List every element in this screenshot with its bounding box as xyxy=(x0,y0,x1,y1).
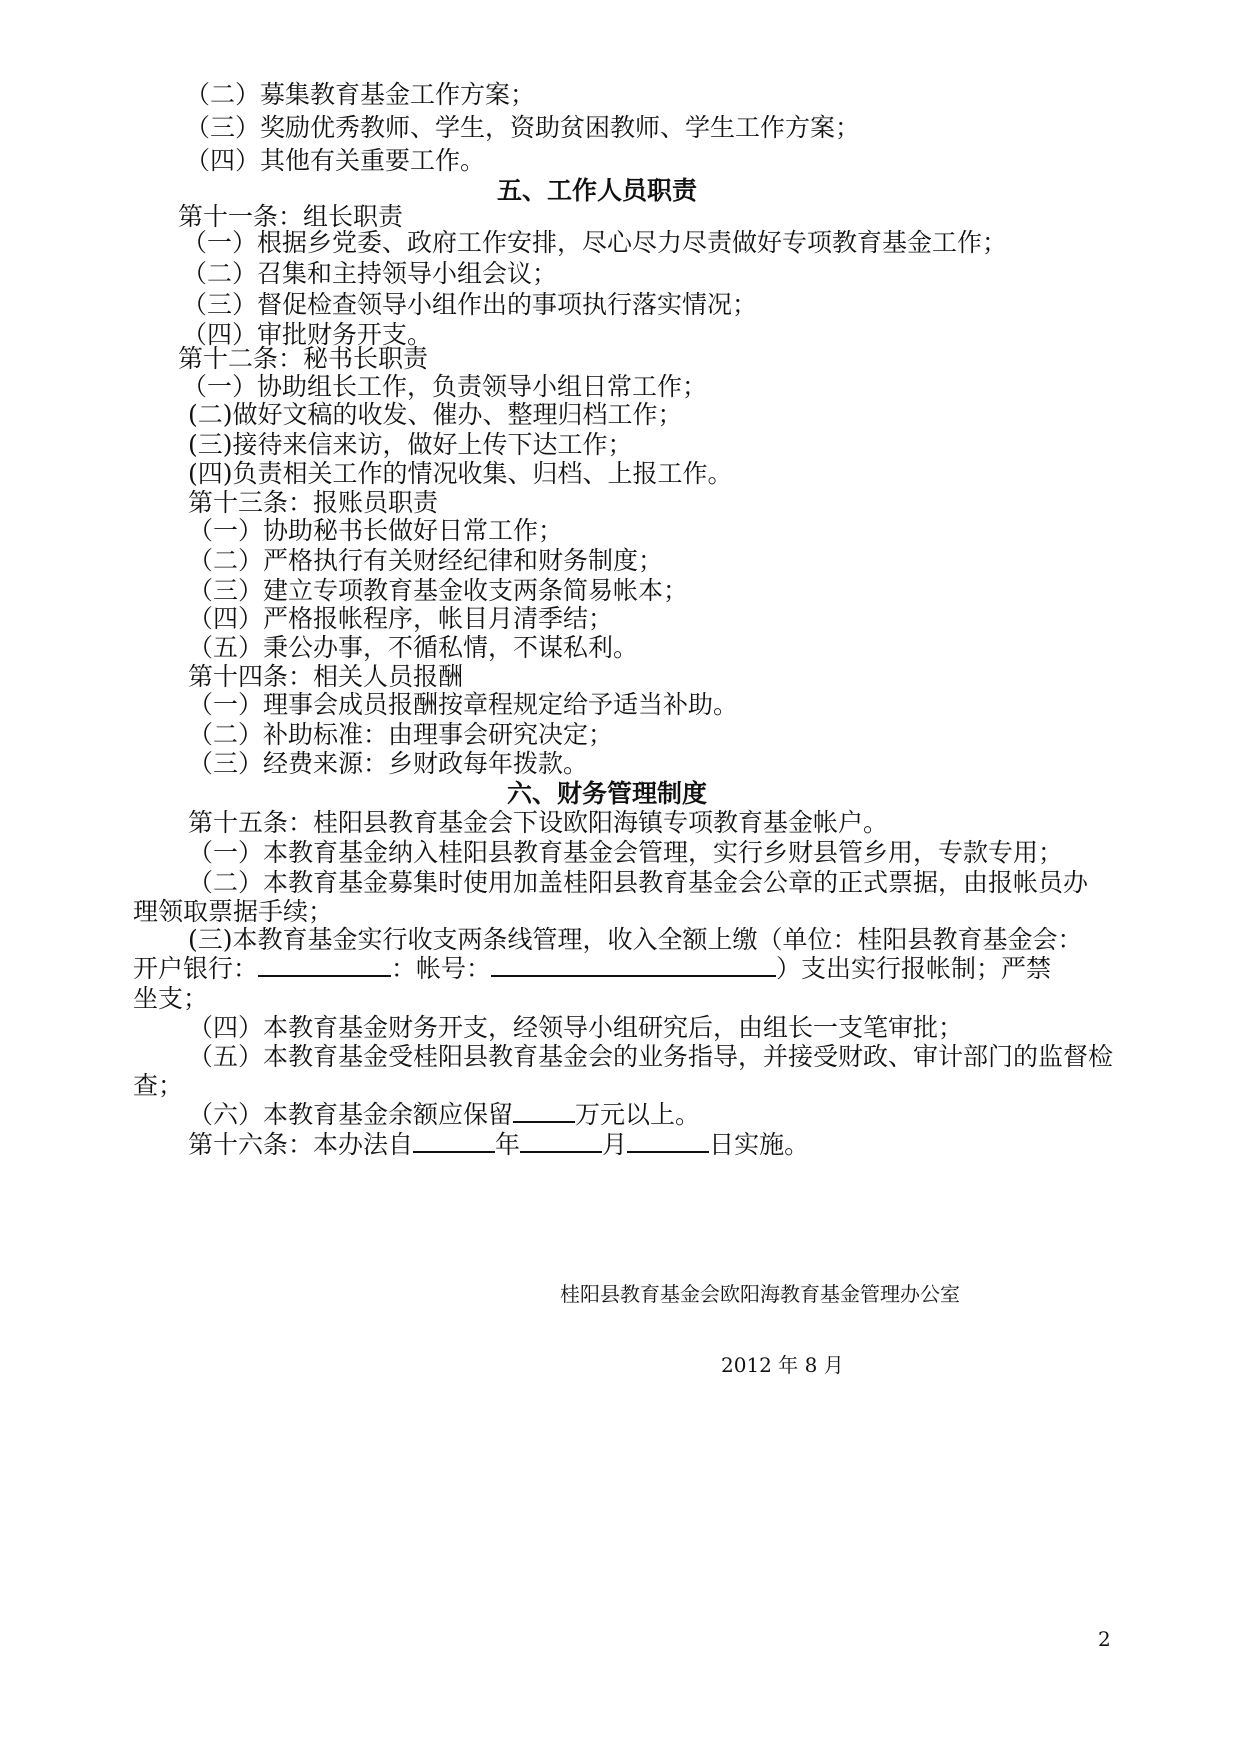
article-12-item-1: （一）协助组长工作，负责领导小组日常工作； xyxy=(182,372,708,401)
article-15-item-2a: （二）本教育基金募集时使用加盖桂阳县教育基金会公章的正式票据，由报帐员办 xyxy=(188,868,1089,897)
article-15-item-3c: 坐支； xyxy=(133,984,209,1013)
article-12-item-4: (四)负责相关工作的情况收集、归档、上报工作。 xyxy=(188,459,733,488)
bank-blank xyxy=(258,953,391,977)
article-15-item-4: （四）本教育基金财务开支，经领导小组研究后，由组长一支笔审批； xyxy=(188,1013,964,1042)
issuing-organization: 桂阳县教育基金会欧阳海教育基金管理办公室 xyxy=(560,1282,960,1306)
article-16-label: 第十六条 xyxy=(188,1130,289,1159)
month-label: 月 xyxy=(602,1130,628,1159)
article-15-item-6 xyxy=(188,1098,700,1131)
month-blank xyxy=(520,1129,602,1153)
article-15: 第十五条：桂阳县教育基金会下设欧阳海镇专项教育基金帐户。 xyxy=(188,808,889,837)
article-12: 第十二条：秘书长职责 xyxy=(178,344,429,373)
bank-label: 开户银行： xyxy=(133,954,259,983)
article-16-pre: 本办法自 xyxy=(313,1130,414,1159)
article-13: 第十三条：报账员职责 xyxy=(188,488,439,517)
account-blank xyxy=(491,953,776,977)
item-top-2: （二）募集教育基金工作方案； xyxy=(185,80,536,109)
article-13-item-4: （四）严格报帐程序，帐目月清季结； xyxy=(188,604,614,633)
article-11-item-3: （三）督促检查领导小组作出的事项执行落实情况； xyxy=(182,290,758,319)
amount-blank xyxy=(513,1099,575,1123)
article-12-label: 第十二条 xyxy=(178,344,279,373)
article-15-text: 桂阳县教育基金会下设欧阳海镇专项教育基金帐户。 xyxy=(313,808,889,837)
item-top-3: （三）奖励优秀教师、学生，资助贫困教师、学生工作方案； xyxy=(185,113,861,142)
article-15-item-1: （一）本教育基金纳入桂阳县教育基金会管理，实行乡财县管乡用，专款专用； xyxy=(188,838,1064,867)
year-blank xyxy=(413,1129,495,1153)
article-12-item-3: (三)接待来信来访，做好上传下达工作； xyxy=(188,430,633,459)
article-14-label: 第十四条 xyxy=(188,662,289,691)
article-13-title: 报账员职责 xyxy=(313,488,439,517)
section-6-heading: 六、财务管理制度 xyxy=(507,779,708,808)
article-15-item-2b: 理领取票据手续； xyxy=(133,897,334,926)
article-14-item-2: （二）补助标准：由理事会研究决定； xyxy=(188,720,614,749)
article-14: 第十四条：相关人员报酬 xyxy=(188,662,464,691)
article-15-item-3b xyxy=(133,952,1051,985)
article-15-item-5a: （五）本教育基金受桂阳县教育基金会的业务指导，并接受财政、审计部门的监督检 xyxy=(188,1042,1114,1071)
article-13-item-3: （三）建立专项教育基金收支两条简易帐本； xyxy=(188,576,689,605)
account-label: ：帐号： xyxy=(391,954,492,983)
article-14-item-1: （一）理事会成员报酬按章程规定给予适当补助。 xyxy=(188,690,739,719)
item-3b-tail: ）支出实行报帐制；严禁 xyxy=(776,954,1052,983)
article-11-label: 第十一条 xyxy=(178,202,279,231)
item-top-4: （四）其他有关重要工作。 xyxy=(185,146,486,175)
issue-date: 2012 年 8 月 xyxy=(721,1353,844,1377)
item-6-post: 万元以上。 xyxy=(575,1100,701,1129)
article-16: 第十六条：本办法自 年 月 日实施。 xyxy=(188,1130,810,1159)
article-14-title: 相关人员报酬 xyxy=(313,662,464,691)
article-13-item-1: （一）协助秘书长做好日常工作； xyxy=(188,516,564,545)
article-13-label: 第十三条 xyxy=(188,488,289,517)
section-5-heading: 五、工作人员职责 xyxy=(497,176,698,205)
article-11-item-2: （二）召集和主持领导小组会议； xyxy=(182,259,558,288)
article-11: 第十一条：组长职责 xyxy=(178,202,404,231)
item-6-pre: （六）本教育基金余额应保留 xyxy=(188,1100,514,1129)
article-12-title: 秘书长职责 xyxy=(303,344,429,373)
article-15-label: 第十五条 xyxy=(188,808,289,837)
day-label: 日实施。 xyxy=(709,1130,810,1159)
article-11-item-4: （四）审批财务开支。 xyxy=(182,320,433,349)
year-label: 年 xyxy=(495,1130,521,1159)
article-11-title: 组长职责 xyxy=(303,202,404,231)
page-number: 2 xyxy=(1098,1627,1111,1651)
article-15-item-3a: (三)本教育基金实行收支两条线管理，收入全额上缴（单位：桂阳县教育基金会： xyxy=(188,925,1083,954)
article-12-item-2: (二)做好文稿的收发、催办、整理归档工作； xyxy=(188,400,683,429)
day-blank xyxy=(627,1129,709,1153)
article-11-item-1: （一）根据乡党委、政府工作安排，尽心尽力尽责做好专项教育基金工作； xyxy=(182,228,1008,257)
article-14-item-3: （三）经费来源：乡财政每年拨款。 xyxy=(188,749,589,778)
article-13-item-2: （二）严格执行有关财经纪律和财务制度； xyxy=(188,546,664,575)
article-13-item-5: （五）秉公办事，不循私情，不谋私利。 xyxy=(188,633,639,662)
article-15-item-5b: 查； xyxy=(133,1071,184,1100)
